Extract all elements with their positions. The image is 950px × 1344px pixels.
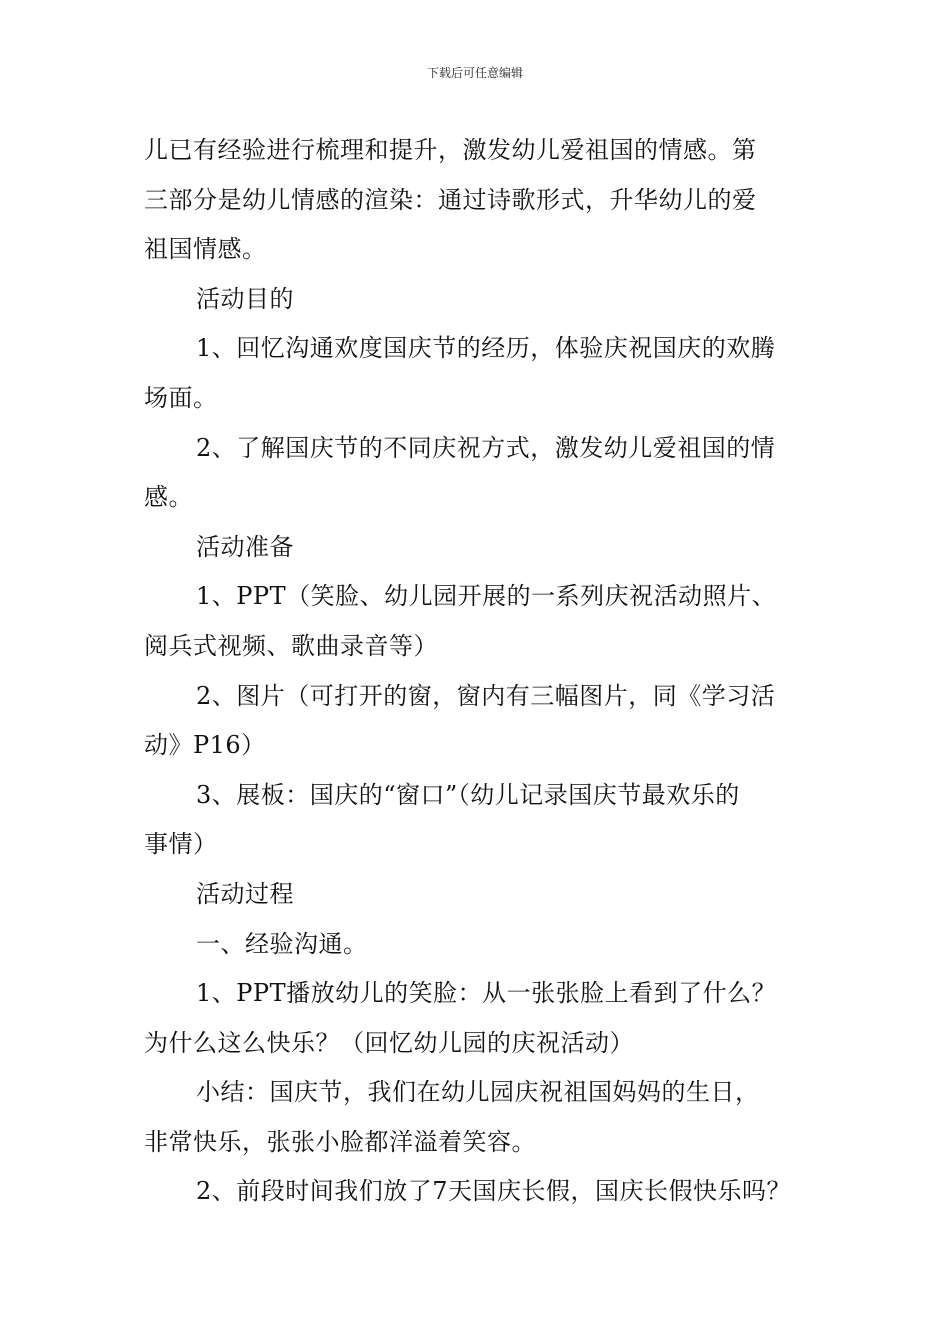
list-item: 1、PPT播放幼儿的笑脸：从一张张脸上看到了什么？ — [196, 979, 777, 1008]
text-line: 阅兵式视频、歌曲录音等） — [144, 631, 438, 660]
subsection-heading: 一、经验沟通。 — [196, 929, 368, 958]
summary-line: 小结：国庆节，我们在幼儿园庆祝祖国妈妈的生日， — [196, 1078, 760, 1107]
list-item: 1、PPT（笑脸、幼儿园开展的一系列庆祝活动照片、 — [196, 582, 777, 611]
text-line: 祖国情感。 — [144, 235, 267, 264]
text-line: 事情） — [144, 830, 218, 859]
section-heading: 活动目的 — [196, 284, 294, 313]
text-line: 为什么这么快乐？（回忆幼儿园的庆祝活动） — [144, 1028, 634, 1057]
section-heading: 活动过程 — [196, 879, 294, 908]
page-header: 下载后可任意编辑 — [426, 66, 523, 80]
text-line: 感。 — [144, 483, 193, 512]
document-body — [144, 126, 808, 1217]
text-line: 三部分是幼儿情感的渲染：通过诗歌形式，升华幼儿的爱 — [144, 185, 757, 214]
list-item: 2、了解国庆节的不同庆祝方式，激发幼儿爱祖国的情 — [196, 433, 776, 462]
list-item: 1、回忆沟通欢度国庆节的经历，体验庆祝国庆的欢腾 — [196, 334, 776, 363]
list-item: 2、图片（可打开的窗，窗内有三幅图片，同《学习活 — [196, 681, 776, 710]
text-line: 非常快乐，张张小脸都洋溢着笑容。 — [144, 1127, 536, 1156]
list-item: 3、展板：国庆的“窗口”（幼儿记录国庆节最欢乐的 — [196, 780, 740, 809]
section-heading: 活动准备 — [196, 532, 294, 561]
text-line: 动》P16） — [144, 731, 266, 760]
text-line: 场面。 — [144, 383, 218, 412]
list-item: 2、前段时间我们放了7天国庆长假，国庆长假快乐吗？ — [196, 1177, 792, 1206]
text-line: 儿已有经验进行梳理和提升，激发幼儿爱祖国的情感。第 — [144, 136, 757, 164]
